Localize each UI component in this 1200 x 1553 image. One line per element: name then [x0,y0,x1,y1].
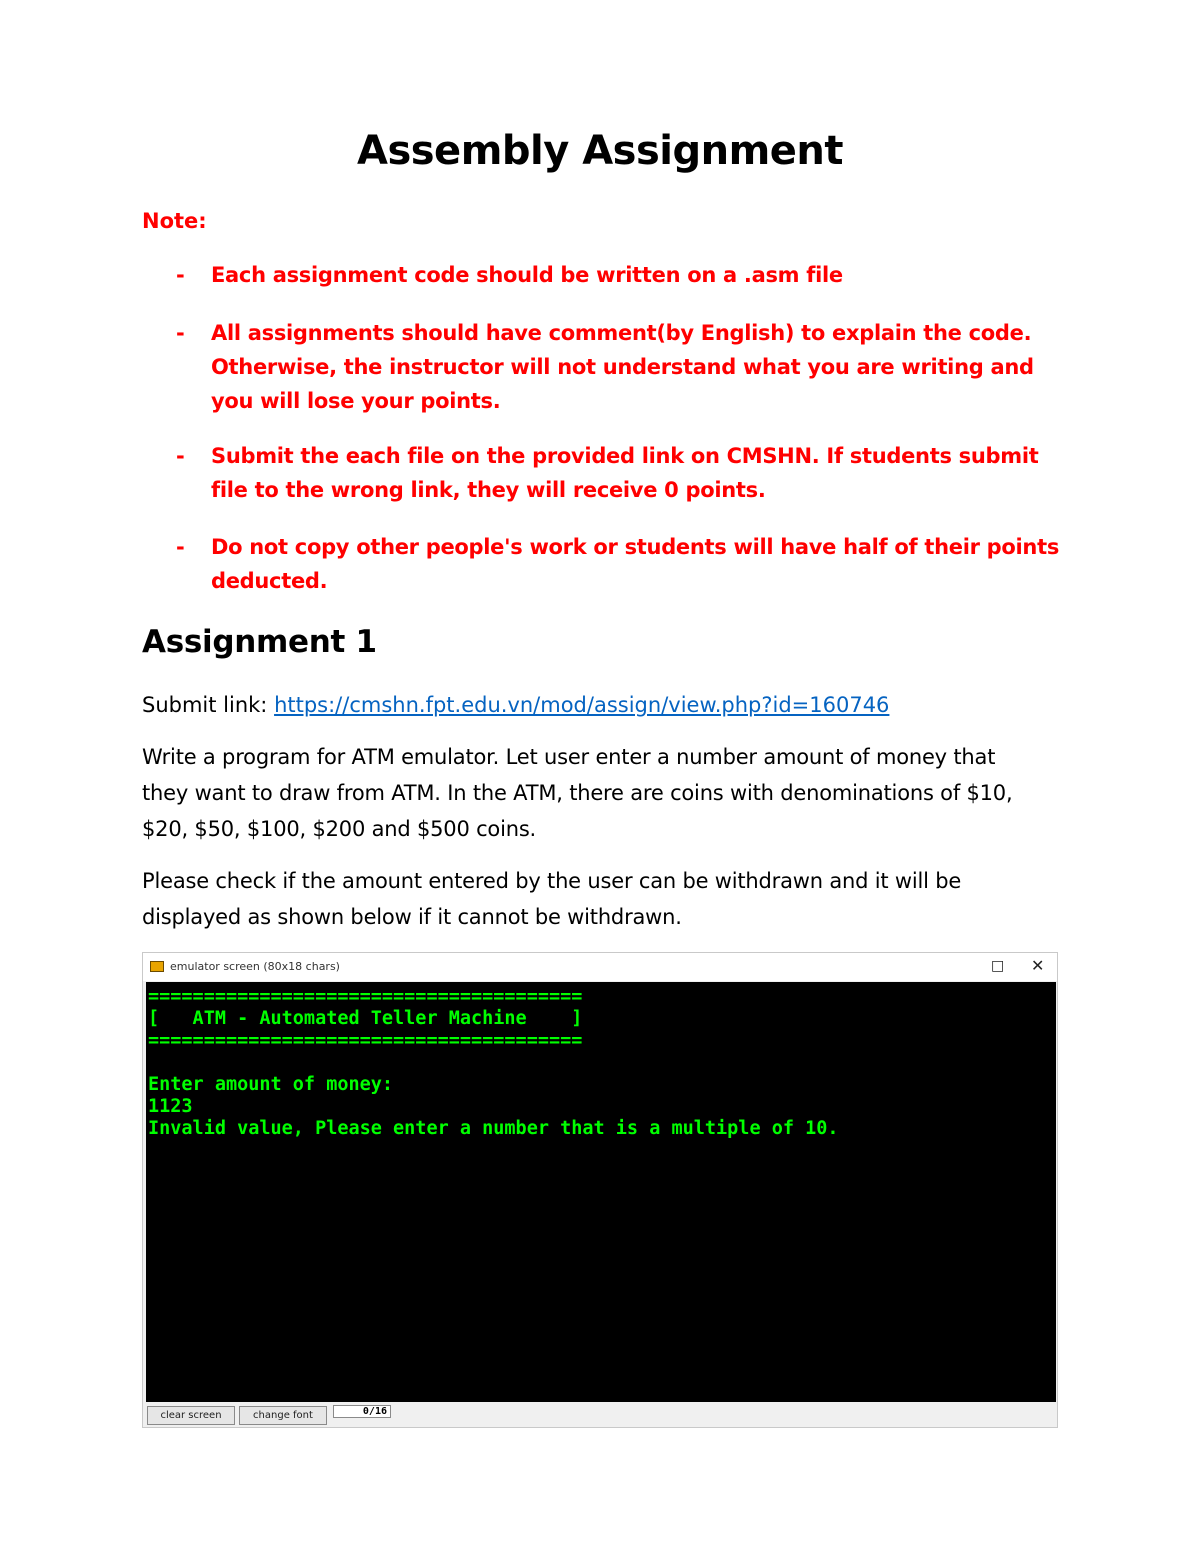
screen-line: Invalid value, Please enter a number that is a multiple of 10. [148,1118,839,1139]
list-dash: - [176,321,185,345]
line-counter: 0/16 [333,1405,391,1418]
note-label: Note: [142,209,207,233]
close-icon[interactable]: ✕ [1031,956,1045,975]
list-dash: - [176,444,185,468]
paragraph-description: Write a program for ATM emulator. Let user enter a number amount of money that they want to draw from ATM. In the ATM, there are coins with denominations of $10, $20, $50, $100, $200 and $500 coins. [142,745,1013,841]
emulator-window-title: emulator screen (80x18 chars) [170,960,340,973]
emulator-button-bar [143,1403,1057,1427]
list-dash: - [176,263,185,287]
document-title: Assembly Assignment [356,128,844,174]
note-text: Submit the each file on the provided link on CMSHN. If students submit file to the wrong link, they will receive 0 points. [211,444,1039,502]
note-text: Do not copy other people's work or students will have half of their points deducted. [211,535,1060,593]
emulator-window [142,952,1058,1428]
emulator-titlebar [143,953,1057,981]
emulator-screen [146,982,1056,1402]
change-font-button[interactable]: change font [239,1406,327,1425]
maximize-icon[interactable]: □ [991,958,1005,974]
submit-line [142,690,889,720]
list-dash: - [176,535,185,559]
section-heading: Assignment 1 [142,624,377,660]
note-text: Each assignment code should be written on a .asm file [211,263,843,287]
screen-line: ======================================= [148,1030,583,1051]
emulator-app-icon [150,961,164,972]
submit-link[interactable]: https://cmshn.fpt.edu.vn/mod/assign/view.php?id=160746 [274,693,890,717]
screen-line: ======================================= [148,986,583,1007]
clear-screen-button[interactable]: clear screen [147,1406,235,1425]
screen-line: Enter amount of money: [148,1074,394,1095]
note-text: All assignments should have comment(by English) to explain the code. Otherwise, the instructor will not understand what you are writing and you will lose your points. [211,321,1034,413]
screen-line: [ ATM - Automated Teller Machine ] [148,1008,583,1029]
paragraph-instructions: Please check if the amount entered by the user can be withdrawn and it will be displayed as shown below if it cannot be withdrawn. [142,869,962,929]
submit-label: Submit link: [142,693,275,717]
screen-line: 1123 [148,1096,193,1117]
